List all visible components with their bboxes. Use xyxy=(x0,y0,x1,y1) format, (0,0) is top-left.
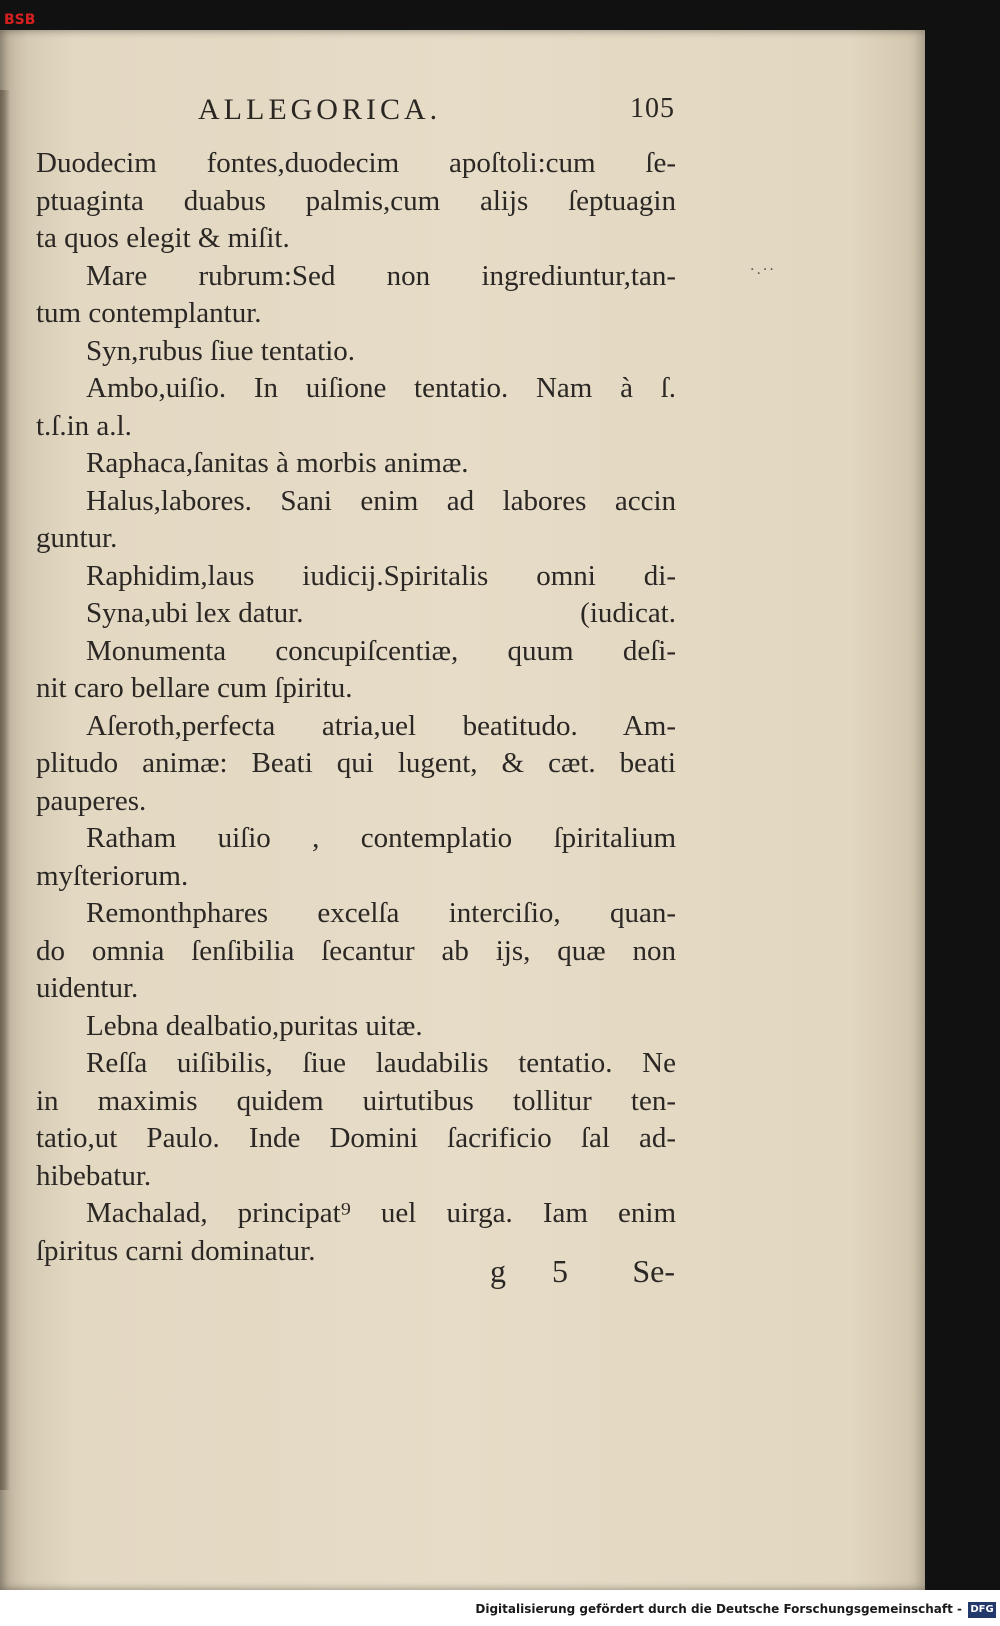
margin-mark: ·.·· xyxy=(750,262,776,278)
text-line: Reſſa uiſibilis, ſiue laudabilis tentatio. Ne xyxy=(86,1047,676,1079)
text-line: Ratham uiſio , contemplatio ſpiritalium xyxy=(86,822,676,854)
tail-word: (iudicat. xyxy=(580,597,676,629)
running-title: ALLEGORICA. xyxy=(198,93,442,126)
text-line: plitudo animæ: Beati qui lugent, & cæt. beati xyxy=(36,747,676,779)
text-line: Raphidim,laus iudicij.Spiritalis omni di- xyxy=(86,559,676,592)
text-line: ſpiritus carni dominatur. xyxy=(36,1234,316,1267)
text-line: Monumenta concupiſcentiæ, quum deſi- xyxy=(86,634,676,667)
page-gutter-shadow xyxy=(0,90,10,1490)
text-line: nit caro bellare cum ſpiritu. xyxy=(36,672,353,704)
text-line: t.ſ.in a.l. xyxy=(36,409,132,442)
text-line: tum contemplantur. xyxy=(36,297,262,329)
text-line: hibebatur. xyxy=(36,1159,152,1192)
footer-bar xyxy=(0,1590,1000,1626)
text-line: Aſeroth,perfecta atria,uel beatitudo. Am- xyxy=(86,709,676,742)
text-line: pauperes. xyxy=(36,784,147,817)
text-line: in maximis quidem uirtutibus tollitur ten- xyxy=(36,1084,676,1117)
catchline xyxy=(490,1253,675,1293)
text-line: uidentur. xyxy=(36,972,139,1004)
text-line: Machalad, principat⁹ uel uirga. Iam enim xyxy=(86,1197,676,1229)
text-line: Syna,ubi lex datur. xyxy=(86,597,304,629)
footer-credit: Digitalisierung gefördert durch die Deutsche Forschungsgemeinschaft - xyxy=(475,1602,962,1616)
text-line: Halus,labores. Sani enim ad labores accin xyxy=(86,484,676,517)
catchword: Se- xyxy=(632,1253,675,1289)
text-line: do omnia ſenſibilia ſecantur ab ijs, quæ non xyxy=(36,934,676,967)
library-mark: BSB xyxy=(4,12,36,28)
text-line: Duodecim fontes,duodecim apoſtoli:cum ſe- xyxy=(36,147,676,179)
signature-mark: g xyxy=(490,1253,506,1289)
text-line: ptuaginta duabus palmis,cum alijs ſeptuagin xyxy=(36,184,676,217)
text-line: Ambo,uiſio. In uiſione tentatio. Nam à ſ. xyxy=(86,372,676,404)
text-line: Mare rubrum:Sed non ingrediuntur,tan- xyxy=(86,259,676,292)
text-line: Syn,rubus ſiue tentatio. xyxy=(86,334,356,367)
text-line: Raphaca,ſanitas à morbis animæ. xyxy=(86,447,469,479)
dfg-logo: DFG xyxy=(968,1602,996,1618)
text-line: tatio,ut Paulo. Inde Domini ſacrificio ſal ad- xyxy=(36,1122,676,1154)
text-line-with-tail xyxy=(36,595,676,633)
text-line: myſteriorum. xyxy=(36,859,189,892)
text-line: guntur. xyxy=(36,522,118,554)
page-number: 105 xyxy=(630,93,675,124)
text-line: ta quos elegit & miſit. xyxy=(36,222,290,254)
text-line: Remonthphares excelſa interciſio, quan- xyxy=(86,897,676,929)
signature-number: 5 xyxy=(552,1253,568,1289)
text-line: Lebna dealbatio,puritas uitæ. xyxy=(86,1009,423,1042)
body-text xyxy=(36,145,676,1270)
